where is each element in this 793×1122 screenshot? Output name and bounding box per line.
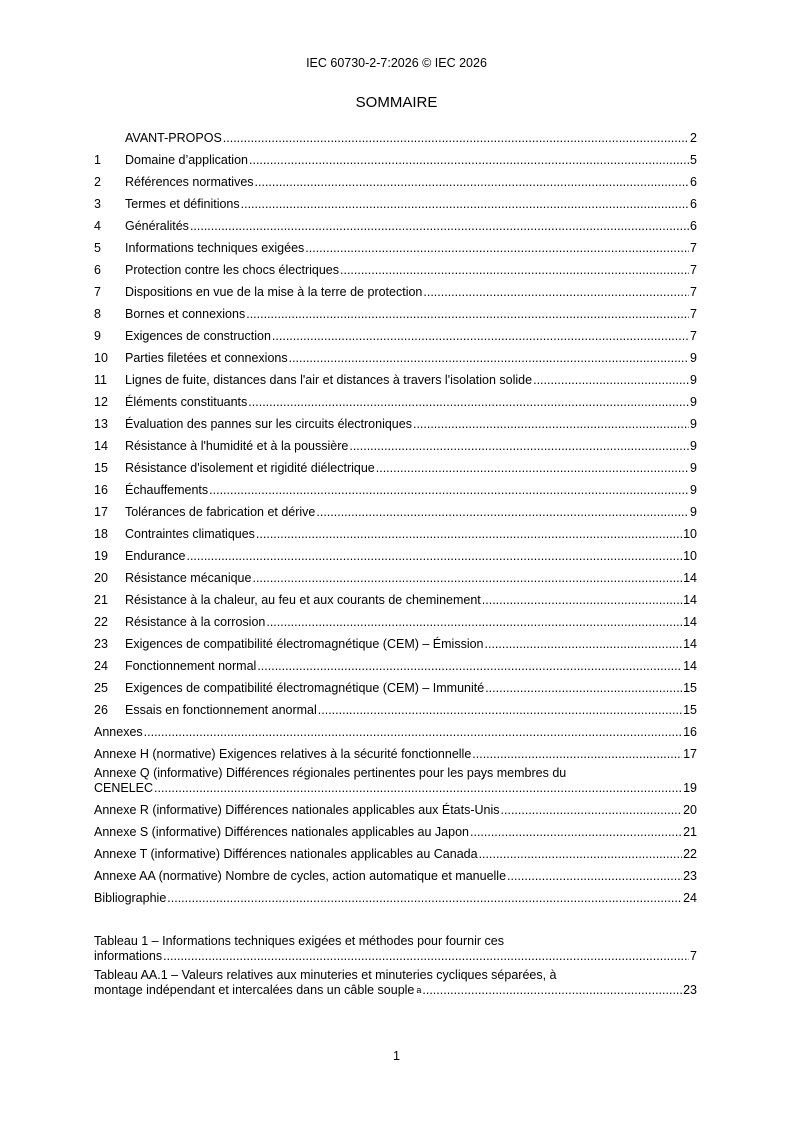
- toc-entry[interactable]: [94, 840, 697, 862]
- entry-page-number: 6: [690, 197, 697, 211]
- entry-title: Généralités: [125, 219, 189, 233]
- entry-number: 2: [94, 175, 101, 189]
- section-gap: [94, 906, 697, 930]
- toc-entry[interactable]: [94, 564, 697, 586]
- entry-number: 9: [94, 329, 101, 343]
- toc-entry[interactable]: [94, 256, 697, 278]
- entry-title: Fonctionnement normal: [125, 659, 257, 673]
- entry-page-number: 22: [683, 847, 697, 861]
- table-title-line2: montage indépendant et intercalées dans un câble souple: [94, 983, 415, 997]
- table-title-continued: [94, 949, 697, 964]
- entry-page-number: 5: [690, 153, 697, 167]
- entry-title: Résistance à la corrosion: [125, 615, 266, 629]
- table-title: Tableau AA.1 – Valeurs relatives aux minuteries et minuteries cycliques séparées, à: [94, 968, 557, 982]
- entry-title: Exigences de compatibilité électromagnétique (CEM) – Émission: [125, 637, 484, 651]
- dot-leader: [318, 703, 682, 718]
- dot-leader: [272, 329, 689, 344]
- entry-page-number: 7: [690, 263, 697, 277]
- dot-leader: [163, 949, 689, 964]
- dot-leader: [223, 131, 689, 146]
- dot-leader: [144, 725, 682, 740]
- entry-title: Exigences de compatibilité électromagnétique (CEM) – Immunité: [125, 681, 485, 695]
- toc-entry[interactable]: [94, 718, 697, 740]
- toc-tables: [94, 930, 697, 998]
- entry-page-number: 9: [690, 373, 697, 387]
- dot-leader: [186, 549, 682, 564]
- entry-page-number: 6: [690, 175, 697, 189]
- dot-leader: [470, 825, 682, 840]
- toc-entry[interactable]: [94, 146, 697, 168]
- toc-entry[interactable]: [94, 300, 697, 322]
- toc-entry[interactable]: [94, 432, 697, 454]
- dot-leader: [501, 803, 683, 818]
- table-title-line2: informations: [94, 949, 163, 963]
- entry-page-number: 9: [690, 417, 697, 431]
- entry-title: Protection contre les chocs électriques: [125, 263, 339, 277]
- document-header: IEC 60730-2-7:2026 © IEC 2026: [306, 56, 487, 70]
- entry-title: Endurance: [125, 549, 186, 563]
- entry-page-number: 23: [683, 869, 697, 883]
- toc-entry[interactable]: [94, 884, 697, 906]
- toc-entry[interactable]: [94, 388, 697, 410]
- entry-title: Annexes: [94, 725, 143, 739]
- toc-entry[interactable]: [94, 124, 697, 146]
- entry-page-number: 20: [683, 803, 697, 817]
- entry-page-number: 15: [683, 703, 697, 717]
- dot-leader: [289, 351, 689, 366]
- table-page-number: 23: [683, 983, 697, 997]
- toc-entry[interactable]: [94, 212, 697, 234]
- entry-title: Domaine d’application: [125, 153, 248, 167]
- entry-page-number: 9: [690, 461, 697, 475]
- entry-page-number: 7: [690, 241, 697, 255]
- entry-page-number: 10: [683, 549, 697, 563]
- entry-number: 7: [94, 285, 101, 299]
- toc-entry[interactable]: [94, 796, 697, 818]
- entry-number: 12: [94, 395, 108, 409]
- entry-number: 18: [94, 527, 108, 541]
- entry-title: Annexe R (informative) Différences nationales applicables aux États-Unis: [94, 803, 500, 817]
- entry-title: Informations techniques exigées: [125, 241, 305, 255]
- entry-title: Évaluation des pannes sur les circuits électroniques: [125, 417, 412, 431]
- toc-entry[interactable]: [94, 366, 697, 388]
- entry-page-number: 7: [690, 285, 697, 299]
- entry-page-number: 17: [683, 747, 697, 761]
- toc-entry[interactable]: [94, 674, 697, 696]
- entry-title: Annexe AA (normative) Nombre de cycles, action automatique et manuelle: [94, 869, 507, 883]
- dot-leader: [266, 615, 682, 630]
- entry-title: Références normatives: [125, 175, 254, 189]
- entry-number: 4: [94, 219, 101, 233]
- dot-leader: [248, 395, 689, 410]
- entry-number: 22: [94, 615, 108, 629]
- toc-entry[interactable]: [94, 410, 697, 432]
- entry-number: 26: [94, 703, 108, 717]
- entry-page-number: 16: [683, 725, 697, 739]
- entry-number: 5: [94, 241, 101, 255]
- table-title: Tableau 1 – Informations techniques exigées et méthodes pour fournir ces: [94, 934, 504, 948]
- toc-entry[interactable]: [94, 652, 697, 674]
- entry-page-number: 9: [690, 439, 697, 453]
- toc-entry[interactable]: [94, 608, 697, 630]
- entry-page-number: 9: [690, 505, 697, 519]
- dot-leader: [482, 593, 682, 608]
- toc-entry[interactable]: [94, 630, 697, 652]
- entry-title: Essais en fonctionnement anormal: [125, 703, 317, 717]
- entry-title: Annexe T (informative) Différences nationales applicables au Canada: [94, 847, 478, 861]
- footnote-marker: a: [416, 985, 422, 995]
- entry-number: 19: [94, 549, 108, 563]
- toc-entry[interactable]: [94, 344, 697, 366]
- toc-entry[interactable]: [94, 696, 697, 718]
- entry-page-number: 7: [690, 307, 697, 321]
- table-title-continued: [94, 983, 697, 998]
- entry-title: Annexe S (informative) Différences nationales applicables au Japon: [94, 825, 469, 839]
- entry-page-number: 9: [690, 395, 697, 409]
- entry-title: Bornes et connexions: [125, 307, 246, 321]
- toc-table-entry[interactable]: [94, 930, 697, 964]
- dot-leader: [413, 417, 689, 432]
- entry-title: AVANT-PROPOS: [125, 131, 222, 145]
- toc-clauses: [94, 124, 697, 718]
- entry-number: 1: [94, 153, 101, 167]
- dot-leader: [246, 307, 689, 322]
- entry-title: Lignes de fuite, distances dans l'air et distances à travers l'isolation solide: [125, 373, 533, 387]
- dot-leader: [423, 285, 689, 300]
- entry-title: Éléments constituants: [125, 395, 248, 409]
- toc-annexes: [94, 718, 697, 906]
- entry-number: 23: [94, 637, 108, 651]
- entry-title: Dispositions en vue de la mise à la terre de protection: [125, 285, 423, 299]
- dot-leader: [485, 681, 682, 696]
- entry-title: Annexe Q (informative) Différences régionales pertinentes pour les pays membres du: [94, 766, 567, 780]
- entry-title-line2: CENELEC: [94, 781, 154, 795]
- entry-number: 8: [94, 307, 101, 321]
- entry-number: 11: [94, 373, 107, 387]
- dot-leader: [256, 527, 682, 542]
- dot-leader: [422, 983, 682, 998]
- dot-leader: [257, 659, 682, 674]
- page-title: SOMMAIRE: [355, 94, 438, 111]
- entry-title: Bibliographie: [94, 891, 167, 905]
- entry-page-number: 14: [683, 571, 697, 585]
- entry-title: Tolérances de fabrication et dérive: [125, 505, 316, 519]
- toc-entry[interactable]: [94, 862, 697, 884]
- dot-leader: [340, 263, 689, 278]
- dot-leader: [316, 505, 689, 520]
- entry-page-number: 14: [683, 659, 697, 673]
- dot-leader: [255, 175, 690, 190]
- toc-entry[interactable]: [94, 762, 697, 796]
- dot-leader: [167, 891, 682, 906]
- toc-entry[interactable]: [94, 498, 697, 520]
- entry-number: 6: [94, 263, 101, 277]
- dot-leader: [472, 747, 682, 762]
- entry-number: 17: [94, 505, 108, 519]
- dot-leader: [507, 869, 682, 884]
- entry-page-number: 21: [683, 825, 697, 839]
- table-page-number: 7: [690, 949, 697, 963]
- entry-number: 14: [94, 439, 108, 453]
- toc-entry[interactable]: [94, 278, 697, 300]
- entry-title: Exigences de construction: [125, 329, 271, 343]
- entry-number: 24: [94, 659, 108, 673]
- toc-entry[interactable]: [94, 454, 697, 476]
- dot-leader: [349, 439, 689, 454]
- toc-entry[interactable]: [94, 168, 697, 190]
- entry-title: Résistance à la chaleur, au feu et aux courants de cheminement: [125, 593, 481, 607]
- entry-number: 15: [94, 461, 108, 475]
- entry-page-number: 15: [683, 681, 697, 695]
- entry-page-number: 10: [683, 527, 697, 541]
- toc-table-entry[interactable]: [94, 964, 697, 998]
- toc-entry[interactable]: [94, 190, 697, 212]
- entry-number: 3: [94, 197, 101, 211]
- table-of-contents: [94, 124, 697, 998]
- dot-leader: [249, 153, 689, 168]
- entry-page-number: 9: [690, 351, 697, 365]
- entry-title: Échauffements: [125, 483, 209, 497]
- entry-title-continued: [94, 781, 697, 796]
- dot-leader: [190, 219, 689, 234]
- dot-leader: [376, 461, 689, 476]
- entry-page-number: 6: [690, 219, 697, 233]
- entry-title: Termes et définitions: [125, 197, 240, 211]
- entry-title: Contraintes climatiques: [125, 527, 255, 541]
- entry-page-number: 24: [683, 891, 697, 905]
- entry-title: Annexe H (normative) Exigences relatives à la sécurité fonctionnelle: [94, 747, 472, 761]
- entry-page-number: 14: [683, 615, 697, 629]
- toc-entry[interactable]: [94, 520, 697, 542]
- dot-leader: [305, 241, 689, 256]
- dot-leader: [241, 197, 689, 212]
- dot-leader: [209, 483, 689, 498]
- entry-title: Résistance mécanique: [125, 571, 252, 585]
- entry-number: 16: [94, 483, 108, 497]
- toc-entry[interactable]: [94, 818, 697, 840]
- entry-page-number: 19: [683, 781, 697, 795]
- dot-leader: [479, 847, 683, 862]
- entry-number: 20: [94, 571, 108, 585]
- toc-entry[interactable]: [94, 542, 697, 564]
- entry-page-number: 2: [690, 131, 697, 145]
- toc-entry[interactable]: [94, 586, 697, 608]
- entry-page-number: 14: [683, 637, 697, 651]
- page-number: 1: [393, 1049, 400, 1063]
- entry-title: Résistance à l'humidité et à la poussière: [125, 439, 349, 453]
- entry-number: 13: [94, 417, 108, 431]
- entry-number: 10: [94, 351, 108, 365]
- entry-page-number: 7: [690, 329, 697, 343]
- toc-entry[interactable]: [94, 322, 697, 344]
- entry-page-number: 14: [683, 593, 697, 607]
- toc-entry[interactable]: [94, 476, 697, 498]
- toc-entry[interactable]: [94, 740, 697, 762]
- dot-leader: [252, 571, 682, 586]
- entry-page-number: 9: [690, 483, 697, 497]
- entry-title: Parties filetées et connexions: [125, 351, 288, 365]
- dot-leader: [485, 637, 683, 652]
- entry-title: Résistance d'isolement et rigidité diélectrique: [125, 461, 375, 475]
- dot-leader: [154, 781, 682, 796]
- dot-leader: [533, 373, 689, 388]
- entry-number: 25: [94, 681, 108, 695]
- toc-entry[interactable]: [94, 234, 697, 256]
- entry-number: 21: [94, 593, 108, 607]
